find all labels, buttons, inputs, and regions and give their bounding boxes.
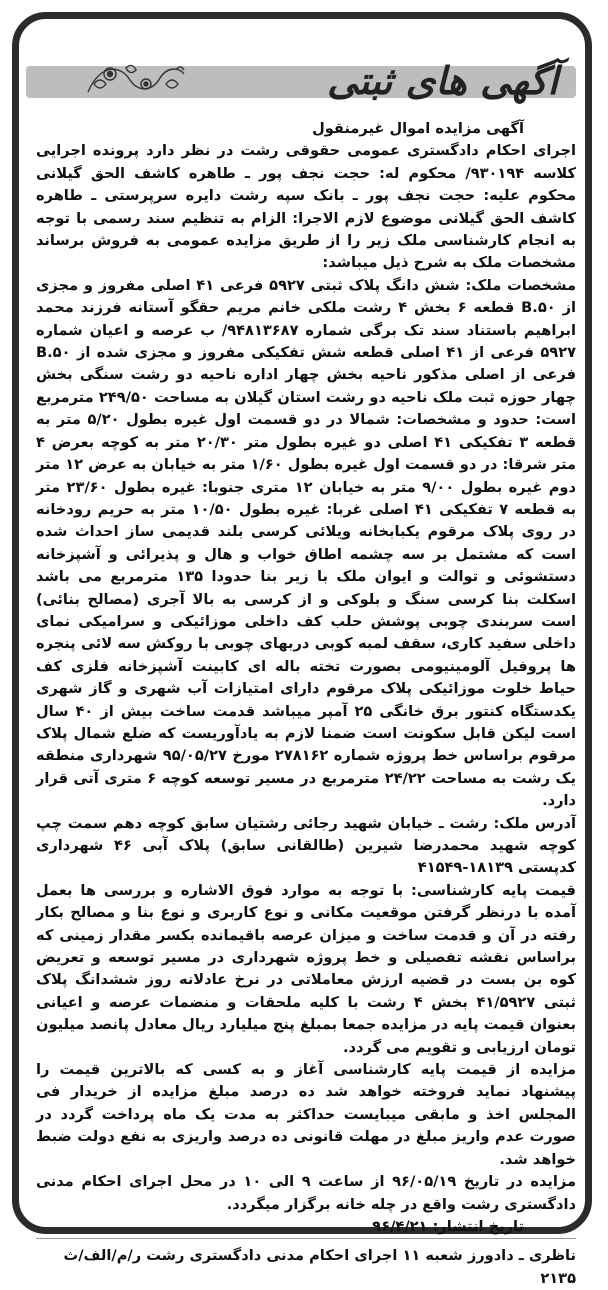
notice-intro-paragraph: اجرای احکام دادگستری عمومی حقوقی رشت در نظر دارد پرونده اجرایی کلاسه ۹۳۰۱۹۴/ محکوم له: حجت نجف پور ـ طاهره کاشف الحق گیلانی محکوم علیه: حجت نجف پور ـ بانک سپه رشت دایره سرپرستی ـ طاهره کاشف الحق گیلانی موضوع لازم الاجرا: الزام به تنظیم سند رسمی با توجه به انجام کارشناسی ملک زیر را از طریق مزایده عمومی به فروش برساند مشخصات ملک به شرح ذیل میباشد: — [36, 142, 576, 272]
property-specs-paragraph: مشخصات ملک: شش دانگ پلاک ثبتی ۵۹۲۷ فرعی ۴۱ اصلی مفروز و مجزی از B.۵۰ قطعه ۶ بخش ۴ رشت ملکی خانم مریم حقگو آستانه فرزند محمد ابراهیم باستناد سند تک برگی شماره ۹۴۸۱۳۶۸۷/ ب عرصه و اعیان شماره ۵۹۲۷ فرعی از ۴۱ اصلی قطعه شش تفکیکی مفروز و مجزی شده از B.۵۰ فرعی از اصلی مذکور ناحیه بخش چهار اداره ناحیه دو رشت سنگی بخش چهار حوزه ثبت ملک ناحیه دو رشت استان گیلان به مساحت ۲۴۹/۵۰ مترمربع است: حدود و مشخصات: شمالا در دو قسمت اول غیره بطول ۵/۲۰ متر به قطعه ۳ تفکیکی ۴۱ اصلی دو غیره بطول متر ۲۰/۳۰ متر به کوچه بعرض ۴ متر شرقا: در دو قسمت اول غیره بطول ۱/۶۰ متر به خیابان به عرض ۱۲ متر دوم غیره بطول ۹/۰۰ متر به خیابان ۱۲ متری جنوبا: غیره بطول ۲۳/۶۰ متر به قطعه ۷ تفکیکی ۴۱ اصلی غربا: غیره بطول ۱۰/۵۰ متر به حریم رودخانه در روی پلاک مرقوم یکبابخانه ویلائی کرسی بلند قدیمی ساز احداث شده است که مشتمل بر سه چشمه اطاق خواب و هال و پذیرائی و آشپزخانه دستشوئی و توالت و ایوان ملک با زیر بنا حدودا ۱۳۵ مترمربع می باشد اسکلت بنا کرسی سنگ و بلوکی و از کرسی به بالا آجری (مصالح بنائی) است سربندی چوبی پوشش حلب کف داخلی موزائیکی و سرامیکی نمای داخلی سفید کاری، سقف لمبه کوبی دربهای چوبی با روکش سه لائی پنجره ها پروفیل آلومینیومی بصورت تخته باله ای کابینت آشپزخانه فلزی کف حیاط خلوت موزائیکی پلاک مرقوم دارای امتیازات آب شهری و گاز شهری یکدستگاه کنتور برق خانگی ۲۵ آمپر میباشد قدمت ساخت بیش از ۴۰ سال است لیکن قابل سکونت است ضمنا لازم به یادآوریست که ضلع شمال پلاک مرقوم براساس خط پروژه شماره ۲۷۸۱۶۲ مورخ ۹۵/۰۵/۲۷ شهرداری منطقه یک رشت به مساحت ۲۴/۲۲ مترمربع در مسیر توسعه کوچه ۶ متری آتی قرار دارد. — [36, 276, 577, 810]
publish-date: تاریخ انتشار: ۹۶/۴/۲۱ — [372, 1217, 524, 1235]
section-brand-title: آگهی های ثبتی — [327, 58, 558, 103]
auction-terms-paragraph: مزایده از قیمت پایه کارشناسی آغاز و به کسی که بالاترین قیمت را پیشنهاد نماید فروخته خواهد شد ده درصد مبلغ مزایده از خریدار فی المجلس اخذ و مابقی میبایست حداکثر به مدت یک ماه پرداخت گردد در صورت عدم واریز مبلغ در مهلت قانونی ده درصد واریزی به نفع دولت ضبط خواهد شد. — [36, 1061, 576, 1168]
notice-title: آگهی مزایده اموال غیرمنقول — [312, 120, 524, 137]
property-address-paragraph: آدرس ملک: رشت ـ خیابان شهید رجائی رشتیان سابق کوچه دهم سمت چپ کوچه شهید محمدرضا شیرین (طالقانی سابق) پلاک آبی ۴۶ شهرداری کدپستی ۱۸۱۳۹-۴۱۵۴۹ — [36, 814, 576, 877]
notice-body — [36, 118, 576, 1290]
auction-schedule-paragraph: مزایده در تاریخ ۹۶/۰۵/۱۹ از ساعت ۹ الی ۱۰ در محل اجرای احکام مدنی دادگستری رشت واقع در چله خانه برگزار میگردد. — [36, 1173, 576, 1213]
notice-footer-signature: ناظری ـ دادورز شعبه ۱۱ اجرای احکام مدنی دادگستری رشت ر/م/الف/ث ۲۱۳۵ — [36, 1238, 576, 1290]
floral-ornament-icon — [80, 54, 190, 104]
base-price-paragraph: قیمت پایه کارشناسی: با توجه به موارد فوق الاشاره و بررسی ها بعمل آمده با درنظر گرفتن موقعیت مکانی و نوع کاربری و نوع بنا و مصالح بکار رفته در آن و قدمت ساخت و میزان عرصه باقیمانده بکسر مقدار زمینی که براساس نقشه تفصیلی و خط پروژه شهرداری در مسیر توسعه و تعریض کوه بن بست در قضیه ارزش معاملاتی در نرخ عادلانه روز ششدانگ پلاک ثبتی ۴۱/۵۹۲۷ بخش ۴ رشت با کلیه ملحقات و منضمات عرصه و اعیانی بعنوان قیمت پایه در مزایده جمعا بمبلغ پنج میلیارد ریال معادل پانصد میلیون تومان ارزیابی و تقویم می گردد. — [36, 881, 576, 1056]
page-header — [26, 46, 576, 112]
